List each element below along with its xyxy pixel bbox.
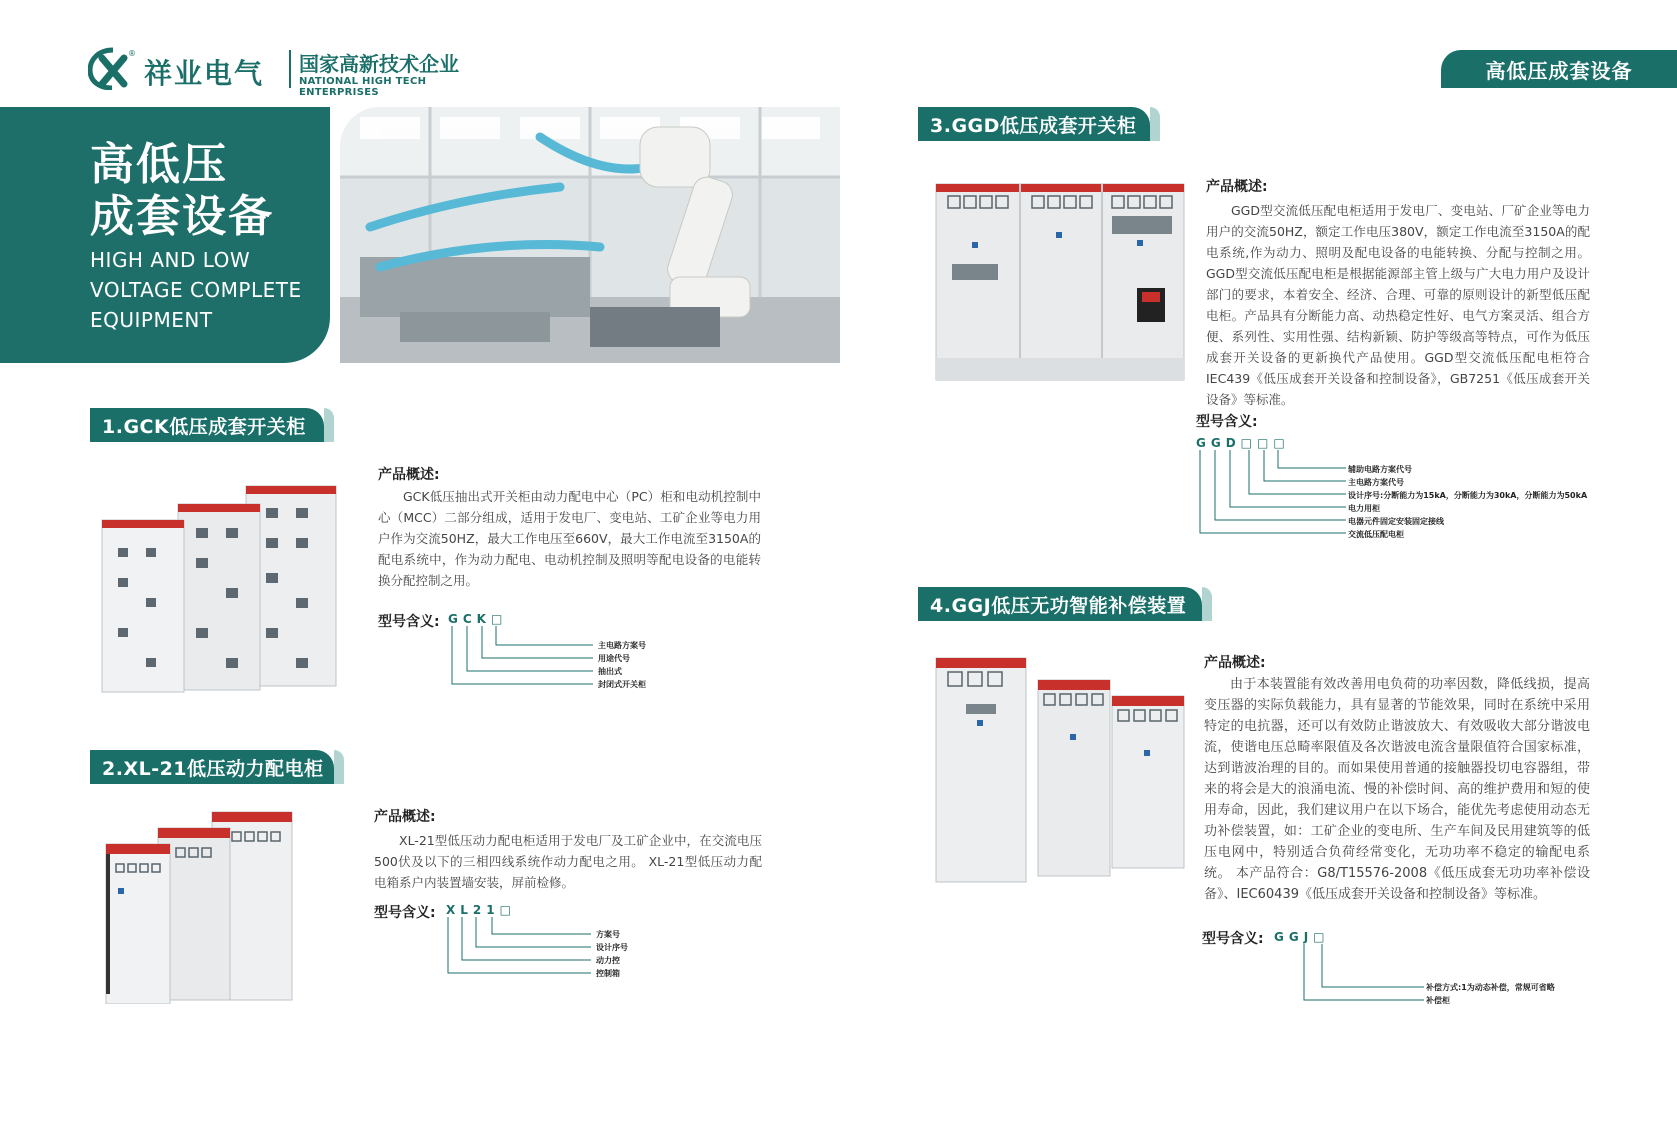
tagline-en: NATIONAL HIGH TECH ENTERPRISES bbox=[299, 76, 427, 98]
gck-model-item: 抽出式 bbox=[598, 667, 622, 676]
ggj-description: 由于本装置能有效改善用电负荷的功率因数，降低线损，提高变压器的实际负载能力，具有显著的节能效果，同时在系统中采用特定的电抗器，还可以有效防止谐波放大、有效吸收大部分谐波电流，使谐电压总畸率限值及各次谐波电流含量限值符合国家标准，达到谐波治理的目的。而如果使用普通的接触器投切电容器组，带来的将会是大的浪涌电流、慢的补偿时间、高的维护费用和短的使用寿命，因此，我们建议用户在以下场合，能优先考虑使用动态无功补偿装置，如：工矿企业的变电所、生产车间及民用建筑等的低压电网中，特别适合负荷经常变化，无功功率不稳定的输配电系统。 本产品符合：G8/T15576-2008《低压成套无功功率补偿设备》、IEC60439《低压成套开关设备和控制设备》等标准。 bbox=[1204, 677, 1590, 902]
ggd-description: GGD型交流低压配电柜适用于发电厂、变电站、厂矿企业等电力用户的交流50HZ，额定工作电压380V，额定工作电流至3150A的配电系统,作为动力、照明及配电设备的电能转换、分配与控制之用。GGD型交流低压配电柜是根据能源部主管上级与广大电力用户及设计部门的要求，本着安全、经济、合理、可靠的原则设计的新型低压配电柜。产品具有分断能力高、动热稳定性好、电气方案灵活、组合方便、系列性、实用性强、结构新颖、防护等级高等特点，可作为低压成套开关设备的更新换代产品使用。GGD型交流低压配电柜符合IEC439《低压成套开关设备和控制设备》，GB7251《低压成套开关设备》等标准。 bbox=[1206, 203, 1590, 407]
ggd-model-code: GGD□□□ bbox=[1196, 436, 1290, 450]
gck-model-diagram bbox=[448, 626, 598, 688]
xl21-model-item: 方案号 bbox=[596, 930, 620, 939]
gck-cabinet-image bbox=[96, 478, 341, 698]
gck-desc-title: 产品概述: bbox=[378, 467, 440, 483]
ggd-model-item: 设计序号:分断能力为15kA，分断能力为30kA，分断能力为50kA bbox=[1348, 491, 1588, 500]
gck-model-item: 主电路方案号 bbox=[598, 641, 646, 650]
ggd-model-item: 交流低压配电柜 bbox=[1348, 530, 1404, 539]
ggj-model-label: 型号含义: bbox=[1202, 931, 1264, 947]
gck-description: GCK低压抽出式开关柜由动力配电中心（PC）柜和电动机控制中心（MCC）二部分组成，适用于发电厂、变电站、工矿企业等电力用户作为交流50HZ，最大工作电压至660V，最大工作电流至3150A的配电系统中，作为动力配电、电动机控制及照明等配电设备的电能转换分配控制之用。 bbox=[378, 489, 761, 588]
logo-divider bbox=[289, 50, 291, 88]
ggd-model-item: 电器元件固定安装固定接线 bbox=[1348, 517, 1444, 526]
xl21-model-item: 动力控 bbox=[596, 956, 620, 965]
section-tab-ggj: 4.GGJ低压无功智能补偿装置 bbox=[918, 587, 1202, 621]
hero-banner bbox=[0, 107, 330, 363]
ggd-desc-title: 产品概述: bbox=[1206, 179, 1268, 195]
ggj-model-item: 补偿方式:1为动态补偿，常规可省略 bbox=[1426, 983, 1555, 992]
hero-title-en: HIGH AND LOW VOLTAGE COMPLETE EQUIPMENT bbox=[90, 248, 302, 332]
ggd-model-item: 辅助电路方案代号 bbox=[1348, 465, 1412, 474]
ggj-model-item: 补偿柜 bbox=[1426, 996, 1450, 1005]
svg-text:®: ® bbox=[128, 49, 136, 58]
company-logo bbox=[88, 46, 508, 98]
logo-mark-icon bbox=[88, 46, 138, 90]
section-tab-gck: 1.GCK低压成套开关柜 bbox=[90, 408, 324, 442]
gck-model-item: 用途代号 bbox=[598, 654, 630, 663]
xl21-model-item: 设计序号 bbox=[596, 943, 628, 952]
category-tab: 高低压成套设备 bbox=[1441, 50, 1677, 88]
ggd-model-item: 电力用柜 bbox=[1348, 504, 1380, 513]
gck-model-code: GCK□ bbox=[448, 612, 508, 626]
xl21-model-code: XL21□ bbox=[446, 903, 516, 917]
xl21-model-diagram bbox=[446, 917, 596, 975]
ggd-model-item: 主电路方案代号 bbox=[1348, 478, 1404, 487]
ggj-model-code: GGJ□ bbox=[1274, 930, 1330, 944]
hero-title-cn: 高低压 成套设备 bbox=[90, 139, 274, 242]
gck-model-label: 型号含义: bbox=[378, 614, 440, 630]
xl21-model-item: 控制箱 bbox=[596, 969, 620, 978]
ggd-cabinet-image bbox=[932, 180, 1188, 384]
section-tab-ggd: 3.GGD低压成套开关柜 bbox=[918, 107, 1150, 141]
ggj-desc-title: 产品概述: bbox=[1204, 655, 1266, 671]
factory-robot-photo bbox=[340, 107, 840, 363]
gck-model-item: 封闭式开关柜 bbox=[598, 680, 646, 689]
ggj-model-diagram bbox=[1274, 944, 1429, 1006]
xl21-description: XL-21型低压动力配电柜适用于发电厂及工矿企业中，在交流电压500伏及以下的三相四线系统作动力配电之用。 XL-21型低压动力配电箱系户内装置墙安装，屏前检修。 bbox=[374, 833, 762, 890]
ggd-model-label: 型号含义: bbox=[1196, 414, 1258, 430]
tagline-cn: 国家高新技术企业 bbox=[299, 52, 459, 76]
ggd-model-diagram bbox=[1196, 450, 1348, 540]
xl21-model-label: 型号含义: bbox=[374, 905, 436, 921]
xl21-desc-title: 产品概述: bbox=[374, 809, 436, 825]
xl21-cabinet-image bbox=[102, 808, 302, 1004]
brand-name: 祥业电气 bbox=[144, 57, 265, 90]
section-tab-xl21: 2.XL-21低压动力配电柜 bbox=[90, 750, 334, 784]
ggj-cabinet-image bbox=[932, 654, 1188, 886]
